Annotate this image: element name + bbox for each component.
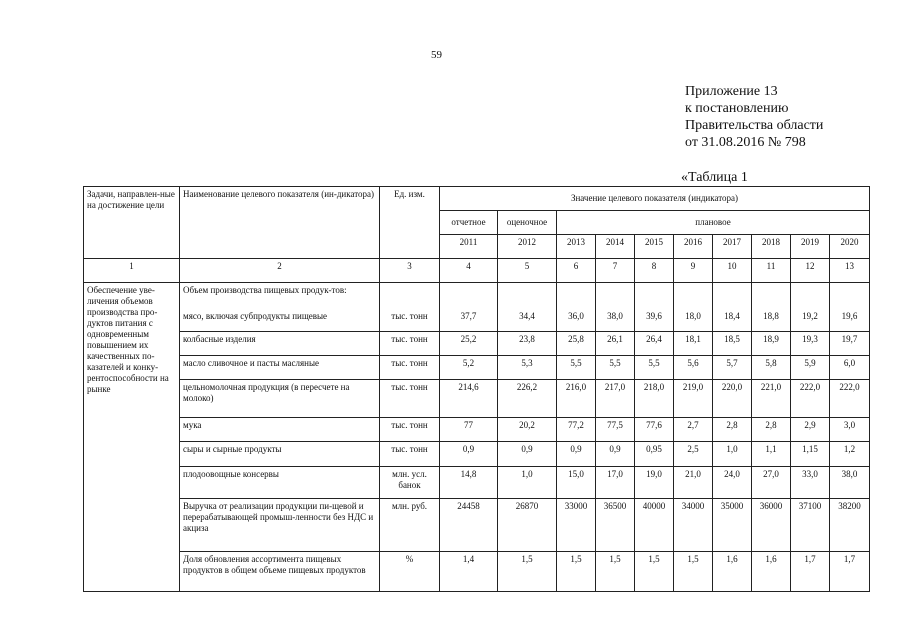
- year-header: 2019: [791, 235, 830, 259]
- year-header: 2017: [713, 235, 752, 259]
- column-number: 6: [557, 259, 596, 283]
- header-unit: Ед. изм.: [380, 187, 440, 259]
- value-cell: 1,2: [830, 442, 870, 467]
- value-cell: 17,0: [596, 467, 635, 499]
- value-cell: 38200: [830, 499, 870, 552]
- value-cell: 19,7: [830, 332, 870, 356]
- unit-cell: тыс. тонн: [380, 309, 440, 332]
- value-cell: 37100: [791, 499, 830, 552]
- value-cell: 18,4: [713, 309, 752, 332]
- value-cell: 1,5: [635, 552, 674, 592]
- value-cell: 6,0: [830, 356, 870, 380]
- value-cell: 1,6: [713, 552, 752, 592]
- value-cell: 5,5: [557, 356, 596, 380]
- table-row: [84, 309, 870, 332]
- header-reported: отчетное: [440, 211, 498, 235]
- empty-cell: [752, 283, 791, 309]
- value-cell: 40000: [635, 499, 674, 552]
- group-title-row: [84, 283, 870, 309]
- unit-cell: млн. усл. банок: [380, 467, 440, 499]
- empty-cell: [713, 283, 752, 309]
- appendix-header: [685, 83, 823, 151]
- value-cell: 5,9: [791, 356, 830, 380]
- value-cell: 18,9: [752, 332, 791, 356]
- table-row: [84, 552, 870, 592]
- value-cell: 222,0: [791, 380, 830, 418]
- appendix-line-2: к постановлению: [685, 101, 789, 116]
- value-cell: 35000: [713, 499, 752, 552]
- value-cell: 0,95: [635, 442, 674, 467]
- value-cell: 26,1: [596, 332, 635, 356]
- value-cell: 5,6: [674, 356, 713, 380]
- indicator-name: Доля обновления ассортимента пищевых продуктов в общем объеме пищевых продуктов: [180, 552, 380, 592]
- value-cell: 26870: [498, 499, 557, 552]
- indicator-name: мука: [180, 418, 380, 442]
- value-cell: 1,0: [713, 442, 752, 467]
- value-cell: 226,2: [498, 380, 557, 418]
- group-title: Объем производства пищевых продук-тов:: [180, 283, 380, 309]
- value-cell: 34,4: [498, 309, 557, 332]
- value-cell: 221,0: [752, 380, 791, 418]
- indicator-name: колбасные изделия: [180, 332, 380, 356]
- empty-cell: [635, 283, 674, 309]
- column-number: 13: [830, 259, 870, 283]
- appendix-line-1: Приложение 13: [685, 84, 778, 99]
- unit-cell: тыс. тонн: [380, 380, 440, 418]
- value-cell: 1,1: [752, 442, 791, 467]
- value-cell: 77: [440, 418, 498, 442]
- header-indicator: Наименование целевого показателя (ин-дикатора): [180, 187, 380, 259]
- value-cell: 77,2: [557, 418, 596, 442]
- year-header: 2014: [596, 235, 635, 259]
- value-cell: 18,0: [674, 309, 713, 332]
- value-cell: 25,2: [440, 332, 498, 356]
- year-header: 2015: [635, 235, 674, 259]
- unit-cell: тыс. тонн: [380, 418, 440, 442]
- column-number: 8: [635, 259, 674, 283]
- value-cell: 1,7: [830, 552, 870, 592]
- unit-cell: тыс. тонн: [380, 356, 440, 380]
- value-cell: 77,5: [596, 418, 635, 442]
- value-cell: 33,0: [791, 467, 830, 499]
- year-header: 2012: [498, 235, 557, 259]
- year-header: 2016: [674, 235, 713, 259]
- value-cell: 1,5: [674, 552, 713, 592]
- indicator-name: плодоовощные консервы: [180, 467, 380, 499]
- empty-cell: [498, 283, 557, 309]
- column-number: 12: [791, 259, 830, 283]
- column-number: 2: [180, 259, 380, 283]
- header-estimated: оценочное: [498, 211, 557, 235]
- value-cell: 37,7: [440, 309, 498, 332]
- value-cell: 218,0: [635, 380, 674, 418]
- header-value: Значение целевого показателя (индикатора): [440, 187, 870, 211]
- value-cell: 214,6: [440, 380, 498, 418]
- value-cell: 14,8: [440, 467, 498, 499]
- value-cell: 0,9: [596, 442, 635, 467]
- value-cell: 1,5: [557, 552, 596, 592]
- task-cell: Обеспечение уве-личения объемов производства про-дуктов питания с одновременным повышением их качественных по-казателей и конку-рентоспособности на рынке: [84, 283, 180, 592]
- column-number: 10: [713, 259, 752, 283]
- empty-cell: [596, 283, 635, 309]
- table-row: [84, 418, 870, 442]
- unit-cell: млн. руб.: [380, 499, 440, 552]
- value-cell: 39,6: [635, 309, 674, 332]
- value-cell: 222,0: [830, 380, 870, 418]
- value-cell: 21,0: [674, 467, 713, 499]
- value-cell: 5,7: [713, 356, 752, 380]
- value-cell: 0,9: [498, 442, 557, 467]
- table-row: [84, 356, 870, 380]
- column-number: 7: [596, 259, 635, 283]
- table-row: [84, 380, 870, 418]
- value-cell: 23,8: [498, 332, 557, 356]
- value-cell: 77,6: [635, 418, 674, 442]
- year-header: 2013: [557, 235, 596, 259]
- value-cell: 5,5: [635, 356, 674, 380]
- value-cell: 38,0: [596, 309, 635, 332]
- value-cell: 5,2: [440, 356, 498, 380]
- page-number: 59: [431, 49, 442, 61]
- unit-cell: тыс. тонн: [380, 332, 440, 356]
- value-cell: 2,7: [674, 418, 713, 442]
- value-cell: 33000: [557, 499, 596, 552]
- header-task: Задачи, направлен-ные на достижение цели: [84, 187, 180, 259]
- value-cell: 18,1: [674, 332, 713, 356]
- table-row: [84, 332, 870, 356]
- column-number: 3: [380, 259, 440, 283]
- column-number: 4: [440, 259, 498, 283]
- empty-cell: [674, 283, 713, 309]
- value-cell: 216,0: [557, 380, 596, 418]
- unit-cell: %: [380, 552, 440, 592]
- value-cell: 18,5: [713, 332, 752, 356]
- empty-cell: [440, 283, 498, 309]
- value-cell: 1,15: [791, 442, 830, 467]
- empty-cell: [557, 283, 596, 309]
- value-cell: 24458: [440, 499, 498, 552]
- year-header: 2018: [752, 235, 791, 259]
- value-cell: 220,0: [713, 380, 752, 418]
- indicator-name: масло сливочное и пасты масляные: [180, 356, 380, 380]
- header-planned: плановое: [557, 211, 870, 235]
- value-cell: 1,4: [440, 552, 498, 592]
- table-caption: «Таблица 1: [681, 170, 748, 185]
- indicator-table: [83, 186, 870, 592]
- table-row: [84, 499, 870, 552]
- value-cell: 2,8: [713, 418, 752, 442]
- value-cell: 19,2: [791, 309, 830, 332]
- value-cell: 1,7: [791, 552, 830, 592]
- value-cell: 5,5: [596, 356, 635, 380]
- table-row: [84, 467, 870, 499]
- column-number: 5: [498, 259, 557, 283]
- value-cell: 1,6: [752, 552, 791, 592]
- value-cell: 36000: [752, 499, 791, 552]
- value-cell: 26,4: [635, 332, 674, 356]
- value-cell: 27,0: [752, 467, 791, 499]
- value-cell: 19,0: [635, 467, 674, 499]
- value-cell: 36500: [596, 499, 635, 552]
- indicator-name: мясо, включая субпродукты пищевые: [180, 309, 380, 332]
- value-cell: 0,9: [440, 442, 498, 467]
- value-cell: 38,0: [830, 467, 870, 499]
- empty-cell: [380, 283, 440, 309]
- value-cell: 217,0: [596, 380, 635, 418]
- column-number: 11: [752, 259, 791, 283]
- value-cell: 34000: [674, 499, 713, 552]
- indicator-name: цельномолочная продукция (в пересчете на молоко): [180, 380, 380, 418]
- year-header: 2011: [440, 235, 498, 259]
- table-row: [84, 442, 870, 467]
- indicator-name: сыры и сырные продукты: [180, 442, 380, 467]
- column-number: 9: [674, 259, 713, 283]
- column-number: 1: [84, 259, 180, 283]
- value-cell: 19,6: [830, 309, 870, 332]
- value-cell: 0,9: [557, 442, 596, 467]
- value-cell: 15,0: [557, 467, 596, 499]
- value-cell: 1,0: [498, 467, 557, 499]
- unit-cell: тыс. тонн: [380, 442, 440, 467]
- value-cell: 25,8: [557, 332, 596, 356]
- value-cell: 2,8: [752, 418, 791, 442]
- value-cell: 219,0: [674, 380, 713, 418]
- value-cell: 3,0: [830, 418, 870, 442]
- value-cell: 1,5: [498, 552, 557, 592]
- value-cell: 5,8: [752, 356, 791, 380]
- empty-cell: [830, 283, 870, 309]
- appendix-line-3: Правительства области: [685, 118, 824, 133]
- appendix-line-4: от 31.08.2016 № 798: [685, 135, 806, 150]
- value-cell: 2,5: [674, 442, 713, 467]
- year-header: 2020: [830, 235, 870, 259]
- value-cell: 19,3: [791, 332, 830, 356]
- value-cell: 5,3: [498, 356, 557, 380]
- value-cell: 24,0: [713, 467, 752, 499]
- value-cell: 18,8: [752, 309, 791, 332]
- value-cell: 1,5: [596, 552, 635, 592]
- empty-cell: [791, 283, 830, 309]
- value-cell: 2,9: [791, 418, 830, 442]
- indicator-name: Выручка от реализации продукции пи-щевой и перерабатывающей промыш-ленности без НДС и акциза: [180, 499, 380, 552]
- value-cell: 20,2: [498, 418, 557, 442]
- value-cell: 36,0: [557, 309, 596, 332]
